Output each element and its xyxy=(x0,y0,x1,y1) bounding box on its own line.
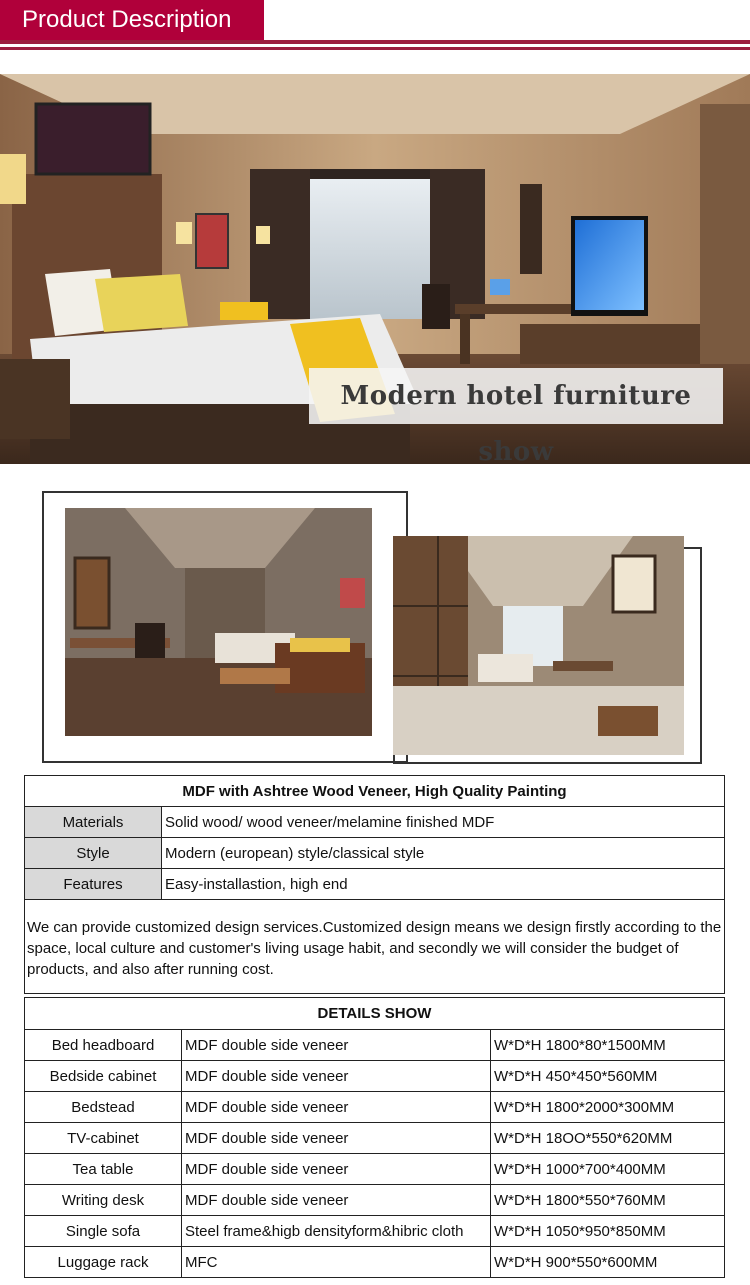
item-material: MDF double side veneer xyxy=(182,1154,491,1185)
item-size: W*D*H 450*450*560MM xyxy=(491,1061,725,1092)
section-header xyxy=(0,0,750,52)
table-row xyxy=(25,807,725,838)
item-name: Tea table xyxy=(25,1154,182,1185)
spec-value-style: Modern (european) style/classical style xyxy=(162,838,725,869)
item-name: Writing desk xyxy=(25,1185,182,1216)
item-material: MFC xyxy=(182,1247,491,1278)
spec-label-features: Features xyxy=(25,869,162,900)
room-illustration-right xyxy=(393,536,684,755)
table-row xyxy=(25,1185,725,1216)
room-illustration-left xyxy=(65,508,372,736)
details-title: DETAILS SHOW xyxy=(25,998,725,1030)
header-rule xyxy=(0,40,750,44)
item-material: MDF double side veneer xyxy=(182,1185,491,1216)
room-photo-right xyxy=(393,536,684,755)
item-material: MDF double side veneer xyxy=(182,1061,491,1092)
item-material: MDF double side veneer xyxy=(182,1092,491,1123)
table-row xyxy=(25,1123,725,1154)
table-row xyxy=(25,1247,725,1278)
item-material: MDF double side veneer xyxy=(182,1123,491,1154)
item-size: W*D*H 1800*550*760MM xyxy=(491,1185,725,1216)
item-material: MDF double side veneer xyxy=(182,1030,491,1061)
spec-label-style: Style xyxy=(25,838,162,869)
item-name: Bedside cabinet xyxy=(25,1061,182,1092)
spec-value-features: Easy-installastion, high end xyxy=(162,869,725,900)
details-title-row xyxy=(25,998,725,1030)
spec-value-materials: Solid wood/ wood veneer/melamine finished MDF xyxy=(162,807,725,838)
spec-table xyxy=(24,775,725,900)
spec-label-materials: Materials xyxy=(25,807,162,838)
customization-description: We can provide customized design services.Customized design means we design firstly according to the space, local culture and customer's living usage habit, and secondly we will consider the budget of products, and also after running cost. xyxy=(24,899,725,994)
table-row xyxy=(25,838,725,869)
item-size: W*D*H 1000*700*400MM xyxy=(491,1154,725,1185)
item-name: Bedstead xyxy=(25,1092,182,1123)
table-row xyxy=(25,869,725,900)
hero-caption: Modern hotel furniture show xyxy=(309,368,723,424)
item-name: Bed headboard xyxy=(25,1030,182,1061)
item-size: W*D*H 900*550*600MM xyxy=(491,1247,725,1278)
hero-hotel-room-image xyxy=(0,74,750,464)
header-rule-thin xyxy=(0,47,750,50)
item-material: Steel frame&higb densityform&hibric cloth xyxy=(182,1216,491,1247)
table-row xyxy=(25,1216,725,1247)
spec-title: MDF with Ashtree Wood Veneer, High Quality Painting xyxy=(25,776,725,807)
table-row xyxy=(25,1061,725,1092)
details-table xyxy=(24,997,725,1278)
item-name: Luggage rack xyxy=(25,1247,182,1278)
table-row xyxy=(25,1154,725,1185)
item-size: W*D*H 1800*2000*300MM xyxy=(491,1092,725,1123)
item-name: TV-cabinet xyxy=(25,1123,182,1154)
item-name: Single sofa xyxy=(25,1216,182,1247)
section-title: Product Description xyxy=(0,0,264,40)
item-size: W*D*H 1050*950*850MM xyxy=(491,1216,725,1247)
table-row xyxy=(25,1092,725,1123)
room-photo-left xyxy=(65,508,372,736)
item-size: W*D*H 1800*80*1500MM xyxy=(491,1030,725,1061)
item-size: W*D*H 18OO*550*620MM xyxy=(491,1123,725,1154)
spec-title-row xyxy=(25,776,725,807)
table-row xyxy=(25,1030,725,1061)
